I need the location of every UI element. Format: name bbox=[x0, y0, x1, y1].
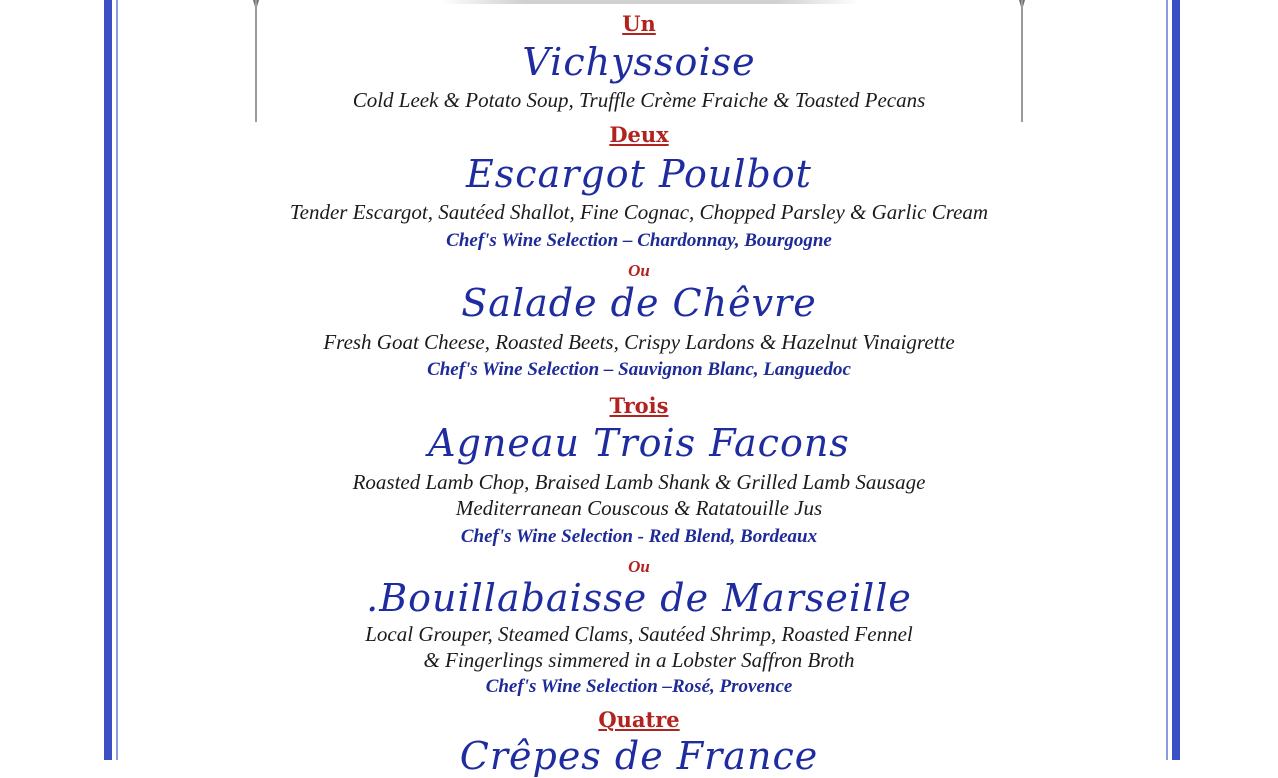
dish-description: Tender Escargot, Sautéed Shallot, Fine Cognac, Chopped Parsley & Garlic Cream bbox=[289, 200, 989, 224]
or-separator: Ou bbox=[628, 261, 650, 280]
wine-selection: Chef's Wine Selection – Sauvignon Blanc, Languedoc bbox=[427, 359, 851, 380]
course-label-trois: Trois bbox=[609, 393, 669, 418]
wine-selection: Chef's Wine Selection - Red Blend, Bordeaux bbox=[460, 526, 818, 547]
dish-description: Mediterranean Couscous & Ratatouille Jus bbox=[455, 496, 823, 520]
dish-salade-chevre: Salade de Chêvre bbox=[461, 281, 817, 325]
dish-description: Cold Leek & Potato Soup, Truffle Crème Fraiche & Toasted Pecans bbox=[352, 88, 926, 112]
course-label-quatre: Quatre bbox=[598, 707, 680, 732]
dish-crepes: Crêpes de France bbox=[459, 734, 819, 778]
wine-selection: Chef's Wine Selection –Rosé, Provence bbox=[485, 676, 793, 697]
dish-description: & Fingerlings simmered in a Lobster Saffron Broth bbox=[423, 648, 855, 672]
dish-description: Fresh Goat Cheese, Roasted Beets, Crispy Lardons & Hazelnut Vinaigrette bbox=[323, 330, 955, 354]
course-label-un: Un bbox=[622, 11, 656, 36]
top-decoration bbox=[440, 0, 860, 4]
dish-agneau: Agneau Trois Facons bbox=[428, 421, 850, 465]
course-label-deux: Deux bbox=[609, 122, 669, 147]
dish-bouillabaisse: .Bouillabaisse de Marseille bbox=[366, 576, 912, 620]
dish-escargot: Escargot Poulbot bbox=[466, 152, 812, 196]
dish-description: Roasted Lamb Chop, Braised Lamb Shank & Grilled Lamb Sausage bbox=[352, 470, 926, 494]
dish-description: Local Grouper, Steamed Clams, Sautéed Shrimp, Roasted Fennel bbox=[365, 622, 913, 646]
wine-selection: Chef's Wine Selection – Chardonnay, Bourgogne bbox=[446, 230, 832, 251]
dish-vichyssoise: Vichyssoise bbox=[522, 40, 756, 84]
or-separator: Ou bbox=[628, 557, 650, 576]
